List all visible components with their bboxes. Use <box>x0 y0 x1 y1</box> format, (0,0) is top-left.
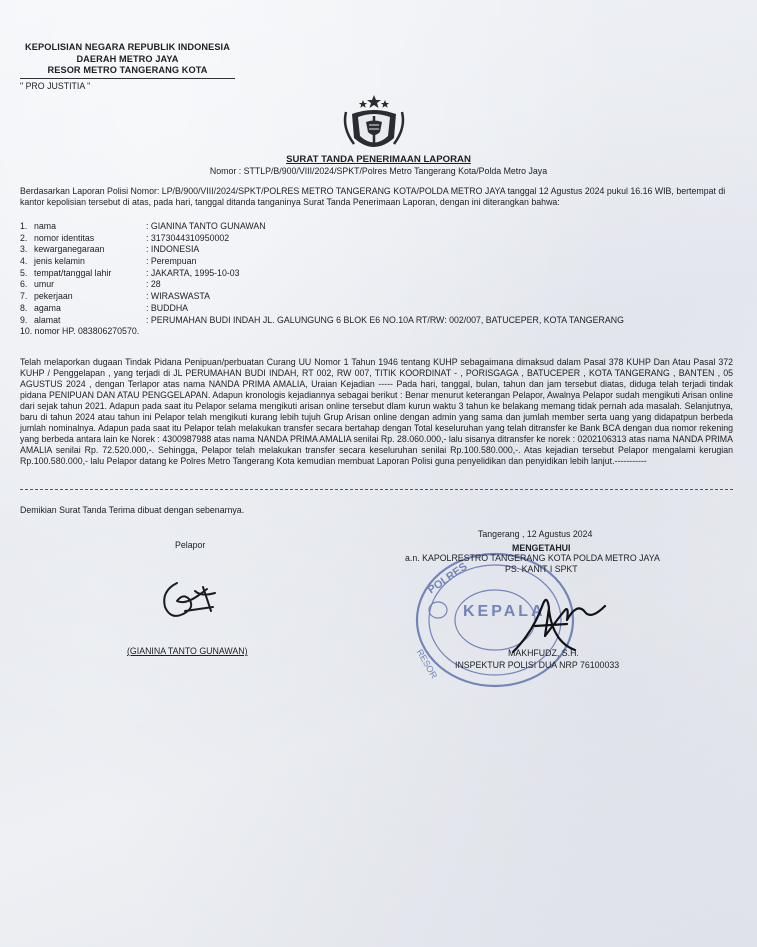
reporter-signature-icon <box>155 565 225 627</box>
officer-rank: INSPEKTUR POLISI DUA NRP 76100033 <box>455 660 620 670</box>
field-label: kewarganegaraan <box>34 244 105 255</box>
field-row <box>20 303 735 315</box>
field-value: : WIRASWASTA <box>146 291 211 302</box>
officer-name: MAKHFUDZ, S.H. <box>508 648 579 658</box>
field-value: : GIANINA TANTO GUNAWAN <box>146 221 266 231</box>
field-value: : 3173044310950002 <box>146 232 230 243</box>
on-behalf-line: a.n. KAPOLRESTRO TANGERANG KOTA POLDA METRO JAYA <box>405 553 660 563</box>
document-title: SURAT TANDA PENERIMAAN LAPORAN <box>286 154 471 165</box>
field-number: 2. <box>20 232 28 243</box>
reporter-details <box>20 221 735 338</box>
field-value: : PERUMAHAN BUDI INDAH JL. GALUNGUNG 6 BLOK E6 NO.10A RT/RW: 002/007, BATUCEPER, KOTA TANGERANG <box>146 314 624 325</box>
narrative-divider <box>20 489 733 490</box>
officer-position: PS. KANIT I SPKT <box>505 564 578 574</box>
field-number: 9. <box>20 314 28 325</box>
place-date: Tangerang , 12 Agustus 2024 <box>478 529 593 539</box>
letterhead-line-2: DAERAH METRO JAYA <box>76 53 179 64</box>
intro-paragraph: Berdasarkan Laporan Polisi Nomor: LP/B/900/VIII/2024/SPKT/POLRES METRO TANGERANG KOTA/POLDA METRO JAYA tanggal 12 Agustus 2024 pukul 16.16 WIB, bertempat di kantor kepolisian tersebut di atas, pada hari, tanggal ditanda tanganinya Surat Tanda Penerimaan Laporan, dengan ini diterangkan bahwa: <box>20 186 726 208</box>
field-value: : BUDDHA <box>146 302 189 313</box>
field-row <box>20 291 735 303</box>
field-row <box>20 244 735 256</box>
field-value: : INDONESIA <box>146 244 200 255</box>
field-value: : Perempuan <box>146 256 197 267</box>
reporter-label: Pelapor <box>175 540 206 550</box>
document-number: Nomor : STTLP/B/900/VIII/2024/SPKT/Polres Metro Tangerang Kota/Polda Metro Jaya <box>209 166 548 176</box>
closing-statement: Demikian Surat Tanda Terima dibuat dengan sebenarnya. <box>20 505 245 515</box>
field-label: alamat <box>34 314 61 325</box>
field-row <box>20 221 735 233</box>
field-number: 1. <box>20 221 28 231</box>
field-label: nama <box>34 221 57 231</box>
field-number: 6. <box>20 279 28 290</box>
field-label: tempat/tanggal lahir <box>34 267 112 278</box>
field-row <box>20 279 735 291</box>
stamp-bottom-text: RESOR <box>414 647 440 681</box>
letterhead-line-1: KEPOLISIAN NEGARA REPUBLIK INDONESIA <box>25 42 230 52</box>
field-row <box>20 268 735 280</box>
field-number: 4. <box>20 256 28 267</box>
field-number: 8. <box>20 302 28 313</box>
field-number: 5. <box>20 267 28 278</box>
field-label: umur <box>34 279 55 290</box>
field-row <box>20 256 735 268</box>
stamp-top-text: POLRES <box>425 560 470 597</box>
field-number: 7. <box>20 291 28 302</box>
field-label: pekerjaan <box>34 291 73 302</box>
reporter-name: (GIANINA TANTO GUNAWAN) <box>127 646 248 656</box>
acknowledged-heading: MENGETAHUI <box>512 543 571 553</box>
field-label: jenis kelamin <box>34 256 85 267</box>
letterhead-line-3: RESOR METRO TANGERANG KOTA <box>47 65 208 75</box>
field-label: nomor identitas <box>34 232 95 243</box>
field-row-phone: 10. nomor HP. 083806270570. <box>20 326 140 337</box>
stamp-center-text: KEPALA <box>463 603 546 620</box>
field-value: : 28 <box>146 279 161 290</box>
incident-narrative: Telah melaporkan dugaan Tindak Pidana Penipuan/perbuatan Curang UU Nomor 1 Tahun 1946 tentang KUHP sebagaimana dimaksud dalam Pasal 378 KUHP Dan Atau Pasal 372 KUHP / Penggelapan , yang terjadi di JL PERUMAHAN BUDI INDAH, RT 002, RW 007, TITIK KOORDINAT - , PORISGAGA , BATUCEPER , KOTA TANGERANG , BANTEN , 05 AGUSTUS 2024 , dengan Terlapor atas nama NANDA PRIMA AMALIA, Uraian Kejadian ----- Pada hari, tanggal, bulan, tahun dan jam tersebut diatas, diduga telah terjadi tindak pidana PENIPUAN DAN ATAU PENGGELAPAN. Adapun kronologis kejadiannya sebagai berikut : Benar menurut keterangan Pelapor, Awalnya Pelapor sudah mengikuti Arisan online dari sejak tahun 2021. Adapun pada saat itu Pelapor selama mengikuti arisan online tersebut dlam kurun waktu 3 tahun ke belakang memang tidak pernah ada masalah. Selanjutnya, baru di tahun 2024 atau tahun ini Pelapor telah mengikuti kurang lebih tujuh Grup Arisan online dengan admin yang sama dan jumlah member serta uang yang didapatpun berbeda jumlah nominalnya. Adapun pada saat itu Pelapor telah melakukan transfer secara bertahap dengan Total keseluruhan yang telah ditransfer ke Bank BCA dengan dua nomor rekening yang berbeda antara lain ke Norek : 4300987988 atas nama NANDA PRIMA AMALIA senilai Rp. 28.060.000,- lalu sisanya ditransfer ke norek : 0202106313 atas nama NANDA PRIMA AMALIA senilai Rp. 72.520.000,-. Sehingga, Pelapor telah melakukan transfer secara keseluruhan senilai Rp.100.580.000,-. Atas kejadian tersebut Pelapor mengalami kerugian Rp.100.580.000,- lalu Pelapor datang ke Polres Metro Tangerang Kota kemudian membuat Laporan Polisi guna penyelidikan dan penyidikan lebih lanjut.----------- <box>20 357 733 466</box>
letterhead-divider <box>20 78 235 79</box>
field-number: 3. <box>20 244 28 255</box>
field-row <box>20 233 735 245</box>
field-label: agama <box>34 302 61 313</box>
field-row <box>20 315 735 327</box>
police-emblem-icon <box>340 94 408 156</box>
letterhead <box>20 42 235 77</box>
field-value: : JAKARTA, 1995-10-03 <box>146 267 240 278</box>
pro-justitia-label: " PRO JUSTITIA " <box>20 81 91 91</box>
